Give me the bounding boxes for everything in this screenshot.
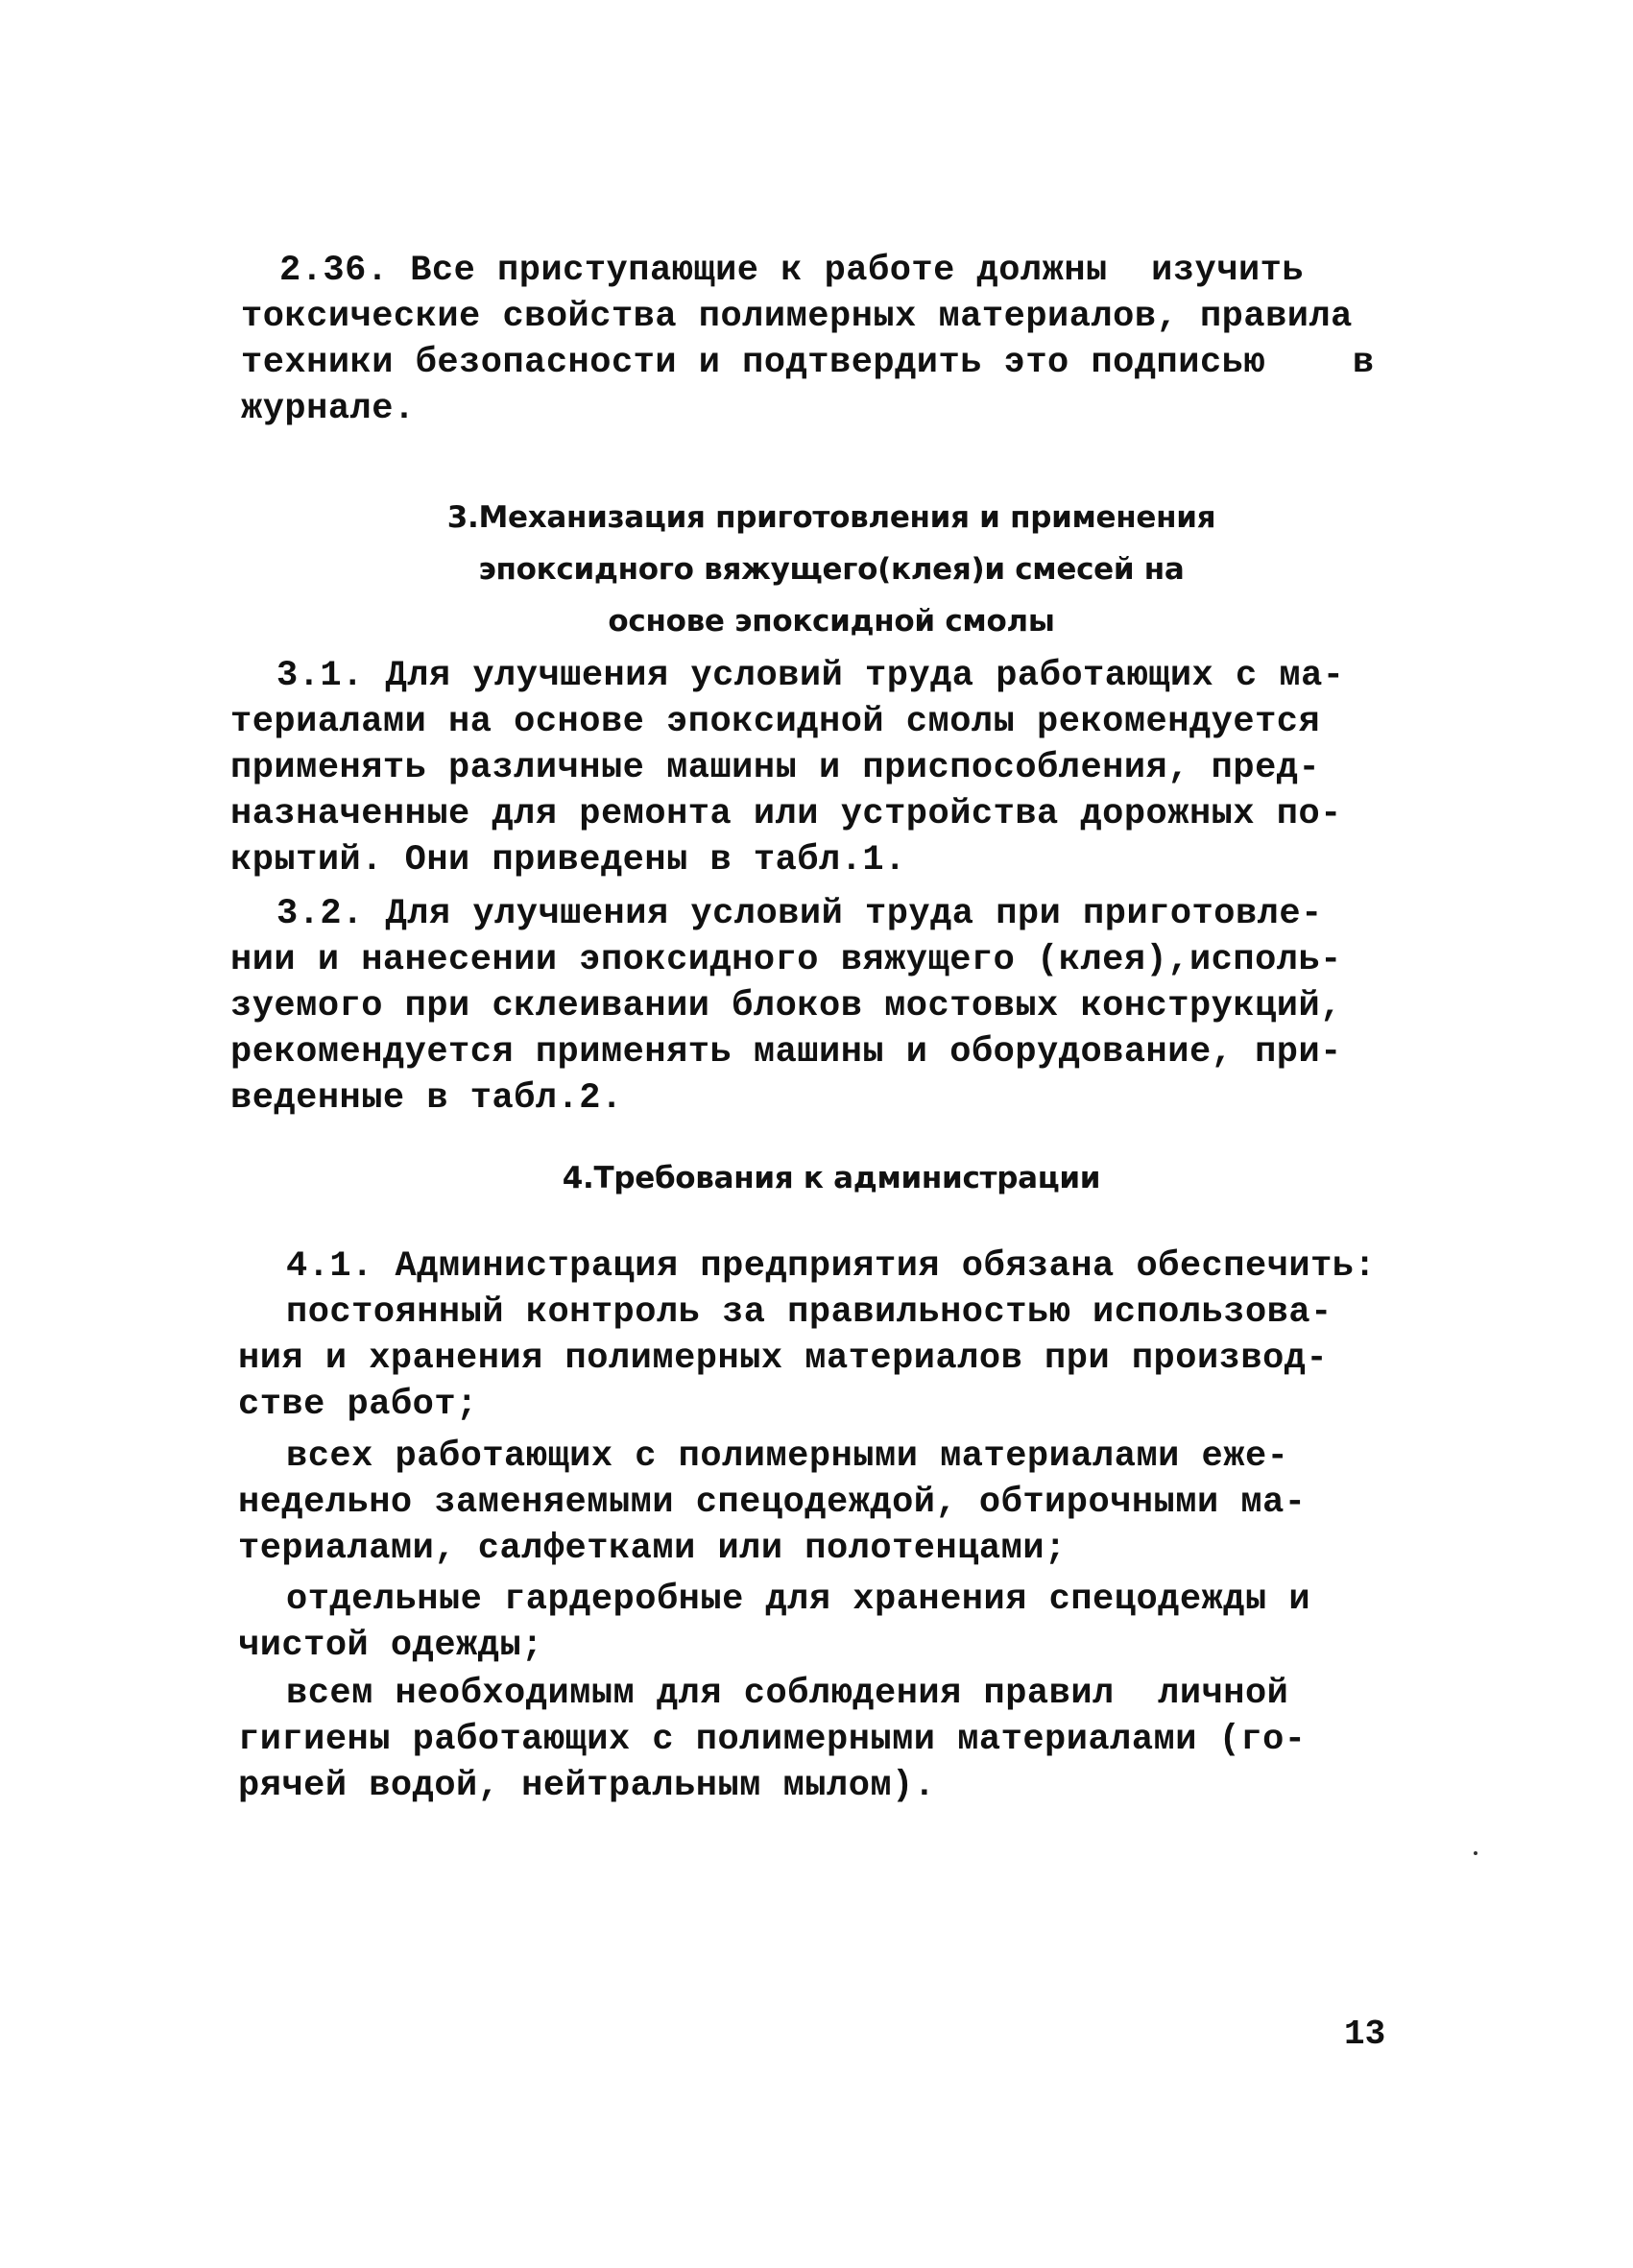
text-line: ния и хранения полимерных материалов при производ-: [238, 1339, 1329, 1379]
heading-line: 4.Требования к администрации: [562, 1161, 1101, 1195]
text-line: нии и нанесении эпоксидного вяжущего (клея),исполь-: [230, 940, 1342, 980]
text-line: 4.1. Администрация предприятия обязана обеспечить:: [286, 1246, 1377, 1287]
text-line: всех работающих с полимерными материалами еже-: [286, 1436, 1289, 1477]
heading-line: эпоксидного вяжущего(клея)и смесей на: [478, 552, 1185, 587]
list-item: [238, 1671, 1306, 1809]
text-line: рекомендуется применять машины и оборудование, при-: [230, 1032, 1342, 1073]
text-line: стве работ;: [238, 1385, 478, 1425]
paragraph-3-2: [230, 891, 1342, 1122]
heading-line: основе эпоксидной смолы: [608, 604, 1055, 639]
section-4-heading: [241, 1152, 1422, 1204]
list-item: [238, 1577, 1310, 1669]
text-line: журнале.: [241, 389, 416, 429]
list-item: [238, 1434, 1306, 1572]
paragraph-3-1: [230, 653, 1344, 883]
text-line: 3.2. Для улучшения условий труда при приготовле-: [276, 894, 1323, 934]
text-line: отдельные гардеробные для хранения спецодежды и: [286, 1580, 1311, 1620]
text-line: крытий. Они приведены в табл.1.: [230, 840, 906, 881]
text-line: назначенные для ремонта или устройства дорожных по-: [230, 794, 1342, 834]
heading-line: 3.Механизация приготовления и применения: [446, 500, 1216, 535]
text-line: веденные в табл.2.: [230, 1078, 623, 1119]
text-line: 2.36. Все приступающие к работе должны изучить: [279, 251, 1305, 291]
scan-artifact-dot: [1474, 1851, 1477, 1855]
text-line: зуемого при склеивании блоков мостовых конструкций,: [230, 986, 1342, 1026]
text-line: токсические свойства полимерных материалов, правила: [241, 297, 1353, 337]
text-line: применять различные машины и приспособления, пред-: [230, 748, 1321, 788]
text-line: недельно заменяемыми спецодеждой, обтирочными ма-: [238, 1483, 1307, 1523]
text-line: техники безопасности и подтвердить это подписью в: [241, 343, 1375, 383]
text-line: 3.1. Для улучшения условий труда работающих с ма-: [276, 656, 1345, 696]
text-line: гигиены работающих с полимерными материалами (го-: [238, 1720, 1307, 1760]
text-line: чистой одежды;: [238, 1626, 543, 1666]
text-line: рячей водой, нейтральным мылом).: [238, 1766, 936, 1806]
page-number: 13: [1344, 2015, 1386, 2054]
paragraph-2-36: [241, 248, 1375, 432]
text-line: постоянный контроль за правильностью использова-: [286, 1292, 1333, 1333]
section-3-heading: [241, 492, 1422, 647]
paragraph-4-1: [238, 1243, 1376, 1428]
text-line: териалами на основе эпоксидной смолы рекомендуется: [230, 702, 1321, 742]
text-line: всем необходимым для соблюдения правил личной: [286, 1674, 1289, 1714]
text-line: териалами, салфетками или полотенцами;: [238, 1529, 1067, 1569]
